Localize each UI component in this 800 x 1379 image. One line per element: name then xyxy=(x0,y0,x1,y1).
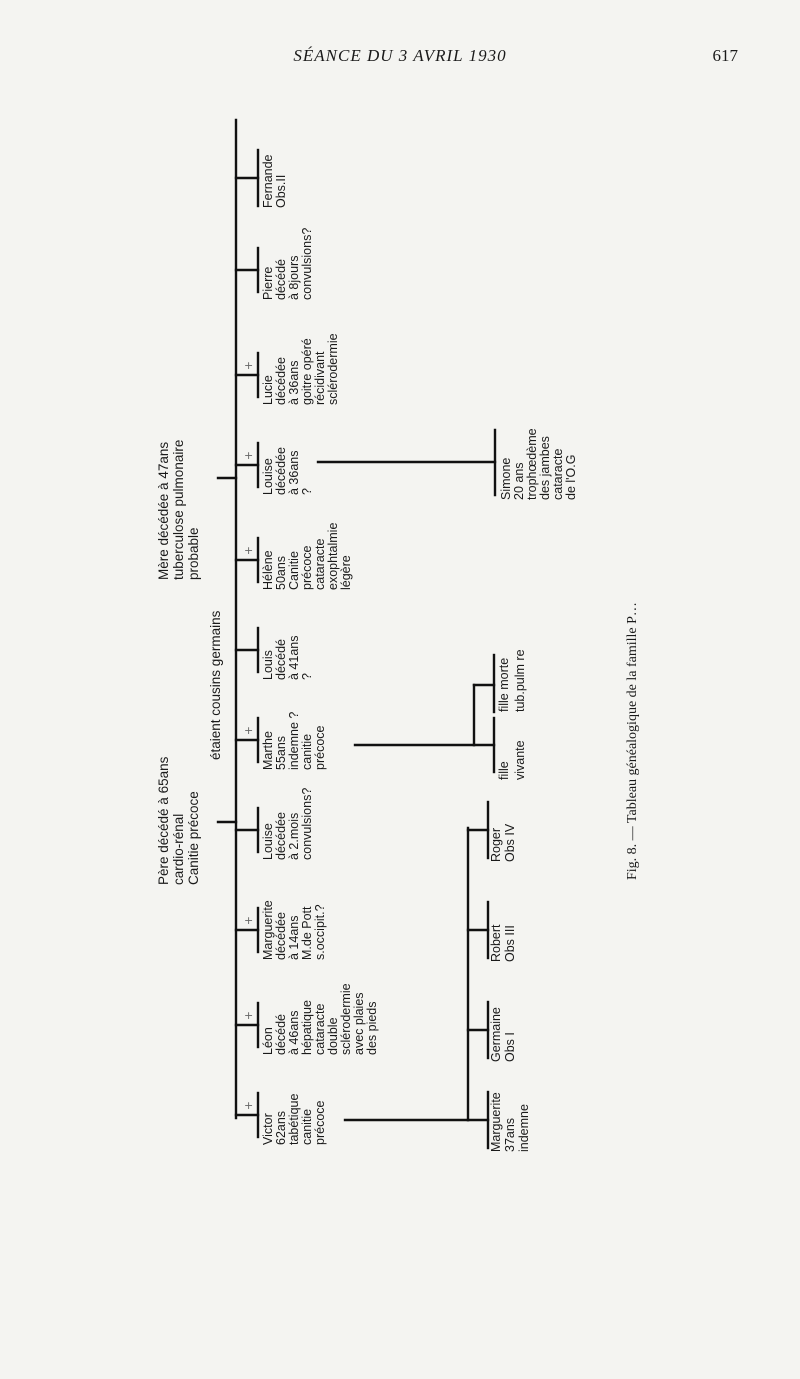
deceased-cross-icon: + xyxy=(244,544,254,557)
louise-child-0-line: des jambes xyxy=(538,436,552,500)
sibling-1-line: Léon xyxy=(261,1027,275,1055)
sibling-1-line: sclérodermie xyxy=(339,983,353,1055)
sibling-5-line: décédé xyxy=(274,638,288,680)
sibling-9-line: à 8jours xyxy=(287,255,301,300)
sibling-5-line: Louis xyxy=(261,650,275,680)
sibling-1-line: double xyxy=(326,1017,340,1055)
sibling-4-line: précoce xyxy=(313,725,327,770)
sibling-10 xyxy=(261,154,288,208)
sibling-1-line: avec plaies xyxy=(352,992,366,1055)
figure-caption: Fig. 8. — Tableau généalogique de la famille P… xyxy=(625,602,640,880)
sibling-2-line: décédée xyxy=(274,912,288,960)
sibling-8-line: récidivant xyxy=(313,351,327,405)
sibling-8 xyxy=(261,333,340,405)
sibling-2-line: Marguerite xyxy=(261,900,275,960)
sibling-2-line: s.occipit.? xyxy=(313,904,327,960)
sibling-7-line: ? xyxy=(300,488,314,495)
sibling-7 xyxy=(261,447,314,495)
sibling-7-line: décédée xyxy=(274,447,288,495)
sibling-7-line: à 36ans xyxy=(287,450,301,495)
sibling-0-line: canitie xyxy=(300,1108,314,1145)
mother-label xyxy=(156,440,201,580)
sibling-1-line: décédé xyxy=(274,1013,288,1055)
sibling-2-line: M.de Pott xyxy=(300,906,314,960)
sibling-1-line: hépatique xyxy=(300,1000,314,1055)
sibling-8-line: à 36ans xyxy=(287,360,301,405)
sibling-3-line: décédée xyxy=(274,812,288,860)
victor-child-0-line: Marguerite xyxy=(489,1092,503,1152)
deceased-cross-icon: + xyxy=(244,1009,254,1022)
sibling-1-line: à 46ans xyxy=(287,1010,301,1055)
sibling-6-line: Hélène xyxy=(261,550,275,590)
sibling-8-line: sclérodermie xyxy=(326,333,340,405)
sibling-4-line: 55ans xyxy=(274,735,288,770)
sibling-0 xyxy=(261,1094,327,1145)
sibling-9-line: décédé xyxy=(274,258,288,300)
victor-child-2 xyxy=(489,924,517,962)
marthe-child-1-line: fille morte xyxy=(497,657,511,712)
sibling-0-line: tabétique xyxy=(287,1093,301,1145)
marthe-child-0-line: vivante xyxy=(513,740,527,780)
marthe-child-0 xyxy=(497,740,527,780)
victor-child-2-line: Robert xyxy=(489,924,503,962)
marthe-child-1-line: tub.pulm re xyxy=(513,649,527,712)
sibling-8-line: Lucie xyxy=(261,375,275,405)
father-label-line: Père décédé à 65ans xyxy=(156,756,171,885)
pedigree-labels xyxy=(156,154,640,1152)
victor-child-3-line: Roger xyxy=(489,827,503,862)
sibling-5 xyxy=(261,636,314,680)
sibling-6-line: Canitie xyxy=(287,551,301,590)
deceased-cross-icon: + xyxy=(244,359,254,372)
cousins-relation-label-line: étaient cousins germains xyxy=(208,610,223,760)
louise-child-0-line: 20 ans xyxy=(512,462,526,500)
sibling-8-line: décédée xyxy=(274,357,288,405)
victor-child-1-line: Germaine xyxy=(489,1007,503,1062)
sibling-1-line: des pieds xyxy=(365,1001,379,1055)
deceased-cross-icon: + xyxy=(244,724,254,737)
sibling-8-line: goitre opéré xyxy=(300,338,314,405)
running-header-title: SÉANCE DU 3 AVRIL 1930 xyxy=(293,46,507,65)
louise-child-0 xyxy=(499,428,578,500)
sibling-1 xyxy=(261,983,379,1055)
marthe-child-0-line: fille xyxy=(497,761,511,780)
sibling-9-line: convulsions? xyxy=(300,227,314,300)
victor-child-3-line: Obs IV xyxy=(503,823,517,862)
page-number: 617 xyxy=(712,46,738,65)
victor-child-0-line: indemne xyxy=(517,1104,531,1152)
sibling-6-line: légère xyxy=(339,555,353,590)
victor-child-0-line: 37ans xyxy=(503,1117,517,1152)
mother-label-line: tuberculose pulmonaire xyxy=(171,439,186,580)
sibling-6-line: exophtalmie xyxy=(326,522,340,590)
sibling-5-line: ? xyxy=(300,673,314,680)
sibling-3 xyxy=(261,788,314,860)
deceased-cross-icon: + xyxy=(244,449,254,462)
victor-child-2-line: Obs III xyxy=(503,925,517,962)
mother-label-line: Mère décédée à 47ans xyxy=(156,441,171,580)
sibling-2 xyxy=(261,900,327,960)
sibling-1-line: cataracte xyxy=(313,1003,327,1055)
sibling-7-line: Louise xyxy=(261,458,275,495)
sibling-6 xyxy=(261,523,353,590)
sibling-4-line: Marthe xyxy=(261,731,275,770)
sibling-4-line: indemne ? xyxy=(287,711,301,770)
louise-child-0-line: trophœdème xyxy=(525,428,539,500)
victor-child-3 xyxy=(489,823,517,862)
louise-child-0-line: de l'O.G xyxy=(564,454,578,500)
cousins-relation-label xyxy=(208,610,223,760)
sibling-4 xyxy=(261,712,327,770)
sibling-4-line: canitie xyxy=(300,733,314,770)
sibling-3-line: à 2.mois xyxy=(287,812,301,860)
victor-child-1 xyxy=(489,1007,517,1062)
father-label xyxy=(156,756,201,885)
sibling-5-line: à 41ans xyxy=(287,635,301,680)
louise-child-0-line: cataracte xyxy=(551,448,565,500)
sibling-0-line: 62ans xyxy=(274,1110,288,1145)
sibling-10-line: Obs.II xyxy=(274,174,288,208)
sibling-2-line: à 14ans xyxy=(287,915,301,960)
louise-child-0-line: Simone xyxy=(499,457,513,500)
sibling-9-line: Pierre xyxy=(261,266,275,300)
sibling-3-line: Louise xyxy=(261,823,275,860)
victor-child-0 xyxy=(489,1092,531,1152)
sibling-0-line: précoce xyxy=(313,1100,327,1145)
sibling-0-line: Victor xyxy=(261,1113,275,1145)
father-label-line: Canitie précoce xyxy=(186,791,201,885)
sibling-10-line: Fernande xyxy=(261,154,275,208)
father-label-line: cardio-rénal xyxy=(171,813,186,885)
mother-label-line: probable xyxy=(186,527,201,580)
sibling-6-line: cataracte xyxy=(313,538,327,590)
marthe-child-1 xyxy=(497,649,527,712)
sibling-6-line: précoce xyxy=(300,545,314,590)
sibling-6-line: 50ans xyxy=(274,555,288,590)
sibling-3-line: convulsions? xyxy=(300,787,314,860)
sibling-9 xyxy=(261,228,314,300)
victor-child-1-line: Obs I xyxy=(503,1032,517,1062)
deceased-cross-icon: + xyxy=(244,1099,254,1112)
deceased-cross-icon: + xyxy=(244,914,254,927)
